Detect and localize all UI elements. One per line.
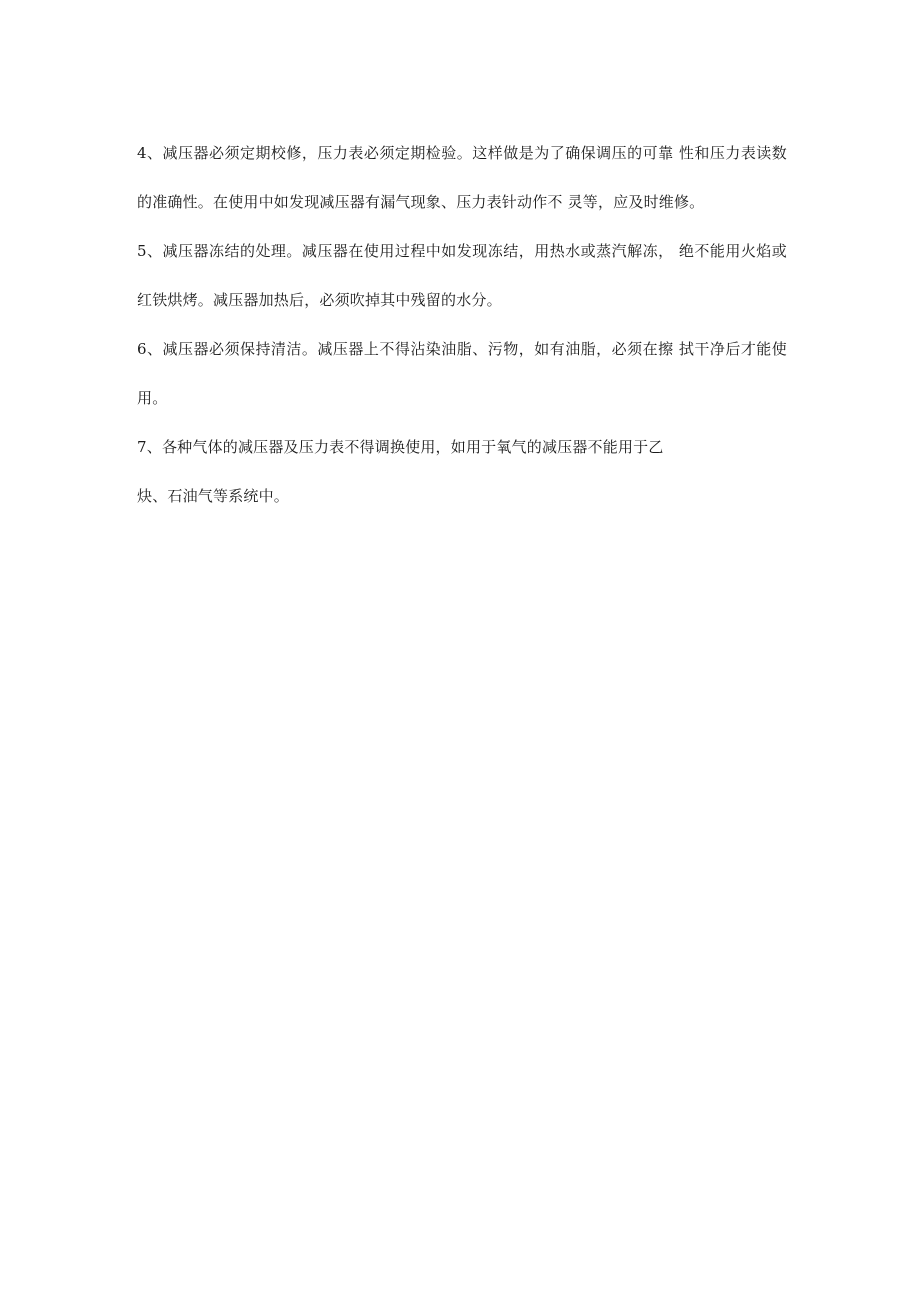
document-body bbox=[137, 129, 787, 521]
paragraph-item-7-continued: 炔、石油气等系统中。 bbox=[137, 487, 290, 505]
paragraph-item-4: 4、减压器必须定期校修，压力表必须定期检验。这样做是为了确保调压的可靠 性和压力表读数的准确性。在使用中如发现减压器有漏气现象、压力表针动作不 灵等，应及时维修。 bbox=[137, 144, 787, 211]
paragraph-item-7: 7、各种气体的减压器及压力表不得调换使用，如用于氧气的减压器不能用于乙 bbox=[137, 438, 664, 456]
paragraph-item-6: 6、减压器必须保持清洁。减压器上不得沾染油脂、污物，如有油脂，必须在擦 拭干净后才能使用。 bbox=[137, 340, 787, 407]
paragraph-item-5: 5、减压器冻结的处理。减压器在使用过程中如发现冻结，用热水或蒸汽解冻， 绝不能用火焰或红铁烘烤。减压器加热后，必须吹掉其中残留的水分。 bbox=[137, 242, 787, 309]
